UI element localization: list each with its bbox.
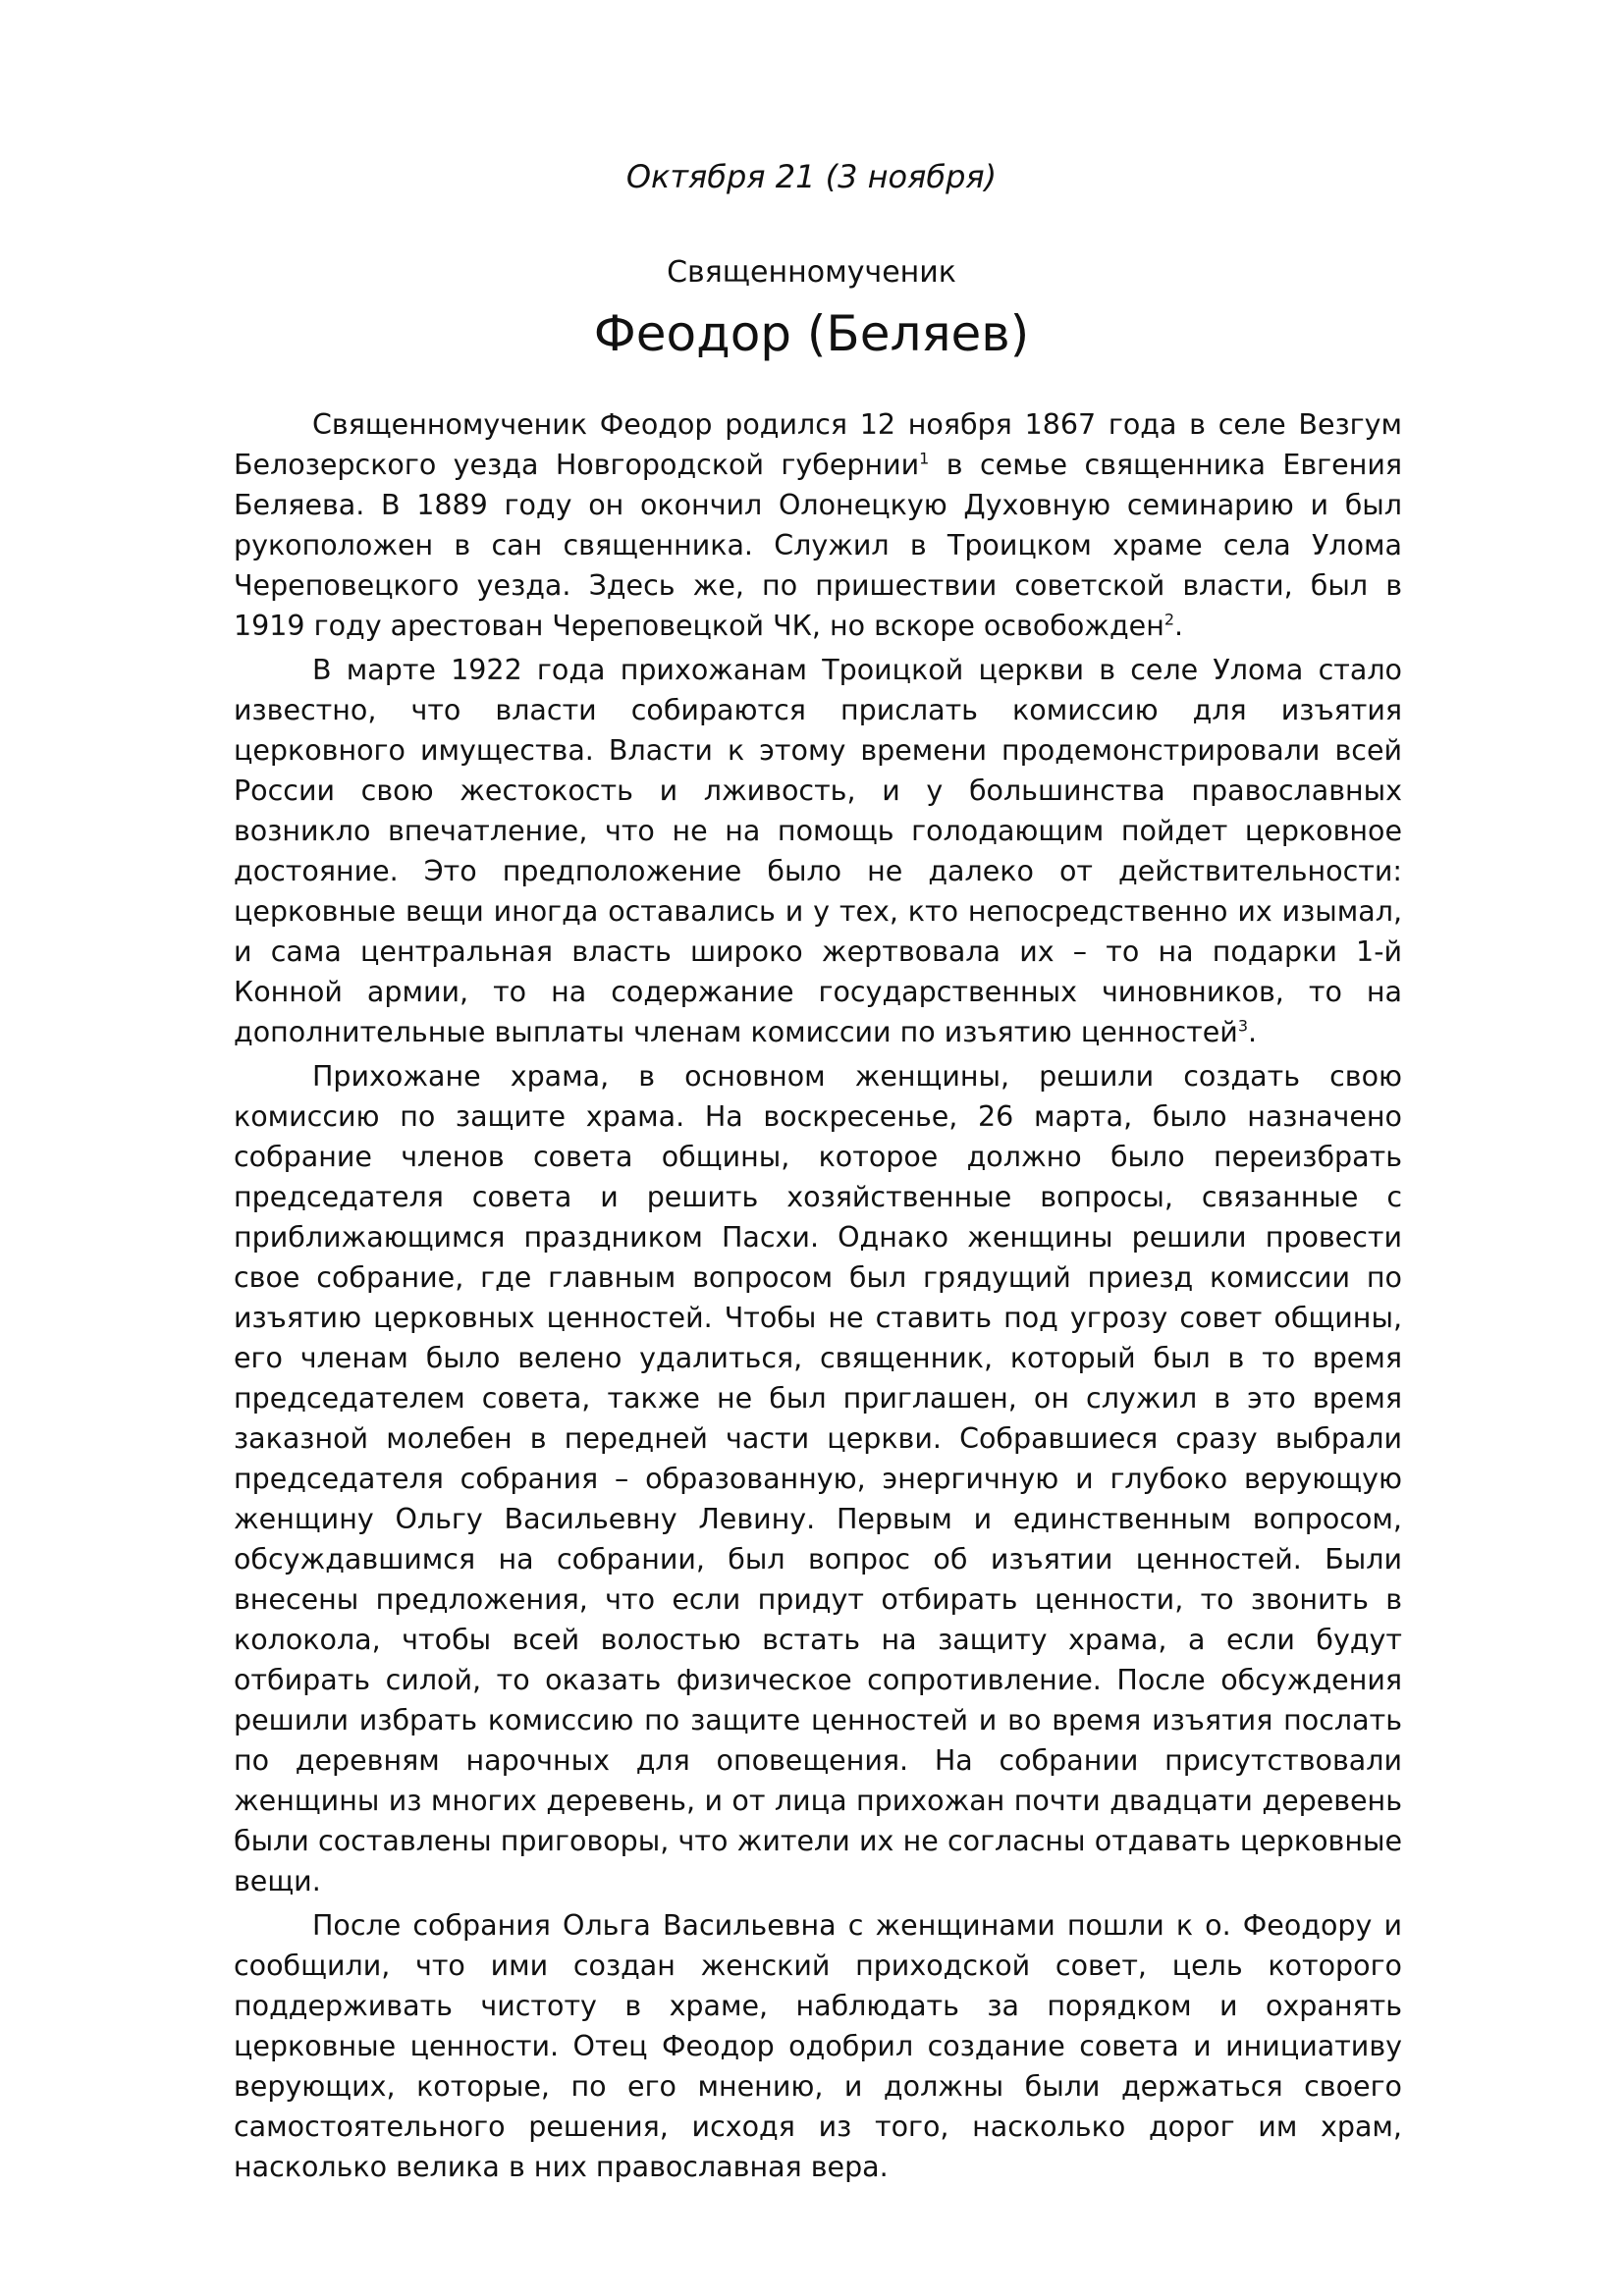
text-segment: . <box>1174 610 1184 642</box>
text-segment: В марте 1922 года прихожанам Троицкой церкви в селе Улома стало известно, что власти собираются прислать комиссию для изъятия церковного имущества. Власти к этому времени продемонстрировали всей России свою жестокость и лживость, и у большинства православных возникло впечатление, что не на помощь голодающим пойдет церковное достояние. Это предположение было не далеко от действительности: церковные вещи иногда оставались и у тех, кто непосредственно их изымал, и сама центральная власть широко жертвовала их – то на подарки 1-й Конной армии, то на содержание государственных чиновников, то на дополнительные выплаты членам комиссии по изъятию ценностей <box>234 654 1402 1048</box>
paragraph-3: Прихожане храма, в основном женщины, решили создать свою комиссию по защите храма. На воскресенье, 26 марта, было назначено собрание членов совета общины, которое должно было переизбрать председателя совета и решить хозяйственные вопросы, связанные с приближающимся праздником Пасхи. Однако женщины решили провести свое собрание, где главным вопросом был грядущий приезд комиссии по изъятию церковных ценностей. Чтобы не ставить под угрозу совет общины, его членам было велено удалиться, священник, который был в то время председателем совета, также не был приглашен, он служил в это время заказной молебен в передней части церкви. Собравшиеся сразу выбрали председателя собрания – образованную, энергичную и глубоко верующую женщину Ольгу Васильевну Левину. Первым и единственным вопросом, обсуждавшимся на собрании, был вопрос об изъятии ценностей. Были внесены предложения, что если придут отбирать ценности, то звонить в колокола, чтобы всей волостью встать на защиту храма, а если будут отбирать силой, то оказать физическое сопротивление. После обсуждения решили избрать комиссию по защите ценностей и во время изъятия послать по деревням нарочных для оповещения. На собрании присутствовали женщины из многих деревень, и от лица прихожан почти двадцати деревень были составлены приговоры, что жители их не согласны отдавать церковные вещи. <box>234 1060 1402 1897</box>
footnote-ref: 3 <box>1237 1016 1249 1036</box>
saint-name: Феодор (Беляев) <box>593 305 1030 362</box>
text-segment: . <box>1248 1016 1258 1048</box>
paragraph-2 <box>234 650 1402 1052</box>
article-body <box>234 404 1402 2191</box>
saint-rank: Священномученик <box>667 255 956 290</box>
footnote-ref: 2 <box>1163 610 1175 629</box>
feast-date: Октября 21 (3 ноября) <box>625 158 998 195</box>
footnote-ref: 1 <box>919 449 930 468</box>
paragraph-1 <box>234 404 1402 646</box>
text-segment: в семье священника Евгения Беляева. В 1889 году он окончил Олонецкую Духовную семинарию и был рукоположен в сан священника. Служил в Троицком храме села Улома Череповецкого уезда. Здесь же, по пришествии советской власти, был в 1919 году арестован Череповецкой ЧК, но вскоре освобожден <box>234 449 1402 642</box>
paragraph-4: После собрания Ольга Васильевна с женщинами пошли к о. Феодору и сообщили, что ими создан женский приходской совет, цель которого поддерживать чистоту в храме, наблюдать за порядком и охранять церковные ценности. Отец Феодор одобрил создание совета и инициативу верующих, которые, по его мнению, и должны были держаться своего самостоятельного решения, исходя из того, насколько дорог им храм, насколько велика в них православная вера. <box>234 1909 1402 2183</box>
text-segment: Священномученик Феодор родился 12 ноября 1867 года в селе Везгум Белозерского уезда Новгородской губернии <box>234 408 1402 481</box>
